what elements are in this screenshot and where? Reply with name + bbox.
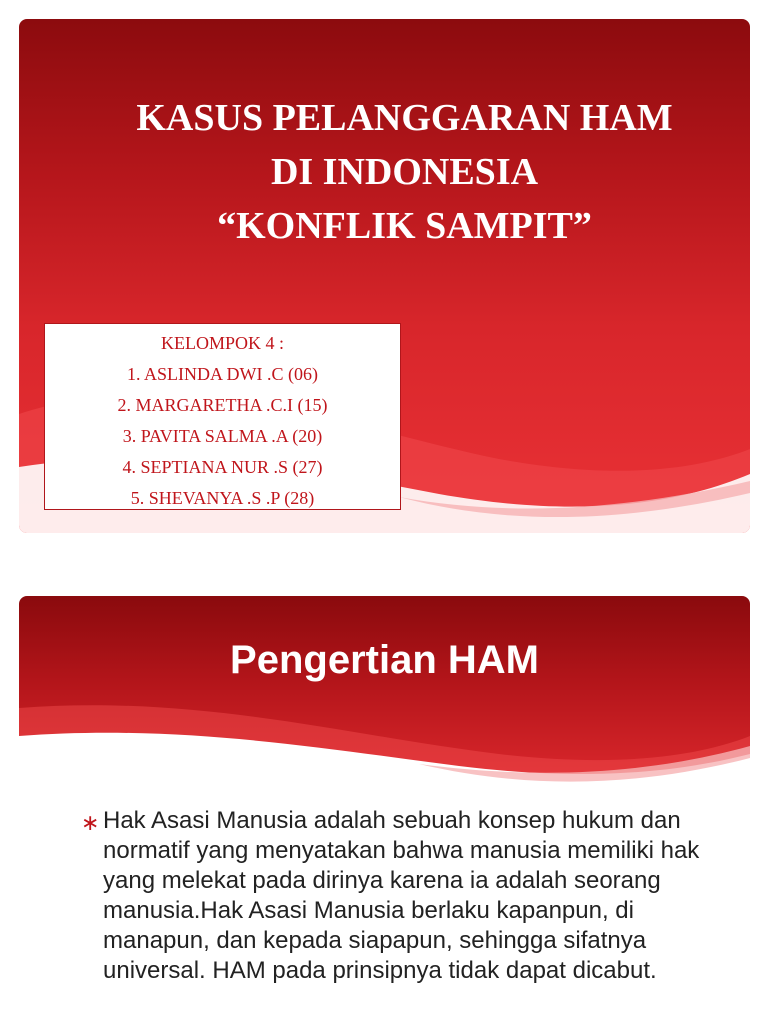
bullet-asterisk-icon: ∗ [81,810,100,835]
title-slide [19,19,750,533]
bullet-text: Hak Asasi Manusia adalah sebuah konsep hukum dan normatif yang menyatakan bahwa manusia memiliki hak yang melekat pada dirinya karena ia adalah seorang manusia.Hak Asasi Manusia berlaku kapanpun, di manapun, dan kepada siapapun, sehingga sifatnya universal. HAM pada prinsipnya tidak dapat dicabut. [103,807,700,984]
group-member: 5. SHEVANYA .S .P (28) [130,488,315,508]
group-member: 2. MARGARETHA .C.I (15) [117,395,328,415]
title-line: “KONFLIK SAMPIT” [217,205,592,247]
title-line: KASUS PELANGGARAN HAM [136,97,673,139]
bullet-item [81,806,701,986]
group-member: 1. ASLINDA DWI .C (06) [127,364,318,384]
title-line: DI INDONESIA [270,151,539,193]
group-members-box [44,323,401,510]
group-heading: KELOMPOK 4 : [160,333,284,353]
slide1-title [79,91,730,253]
group-member: 4. SEPTIANA NUR .S (27) [122,457,323,477]
definition-slide [19,596,750,1030]
group-member: 3. PAVITA SALMA .A (20) [122,426,323,446]
slide2-wave-decoration [19,596,750,786]
slide2-title: Pengertian HAM [230,638,539,682]
